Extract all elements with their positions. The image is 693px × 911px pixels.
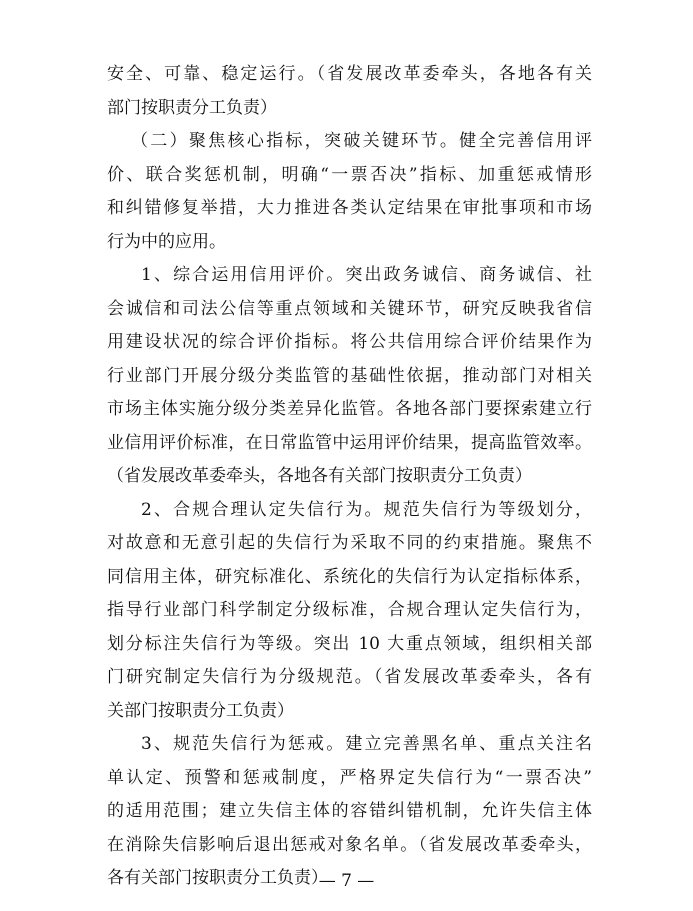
text-line: 会诚信和司法公信等重点领域和关键环节，研究反映我省信 (107, 298, 592, 319)
text-line: 行业部门开展分级分类监管的基础性依据，推动部门对相关 (107, 365, 592, 386)
item-heading-line: 3、规范失信行为惩戒。建立完善黑名单、重点关注名 (141, 734, 592, 754)
text-line: 行为中的应用。 (107, 231, 226, 252)
text-line: 价、联合奖惩机制，明确“一票否决”指标、加重惩戒情形 (107, 164, 592, 185)
text-line: 门研究制定失信行为分级规范。（省发展改革委牵头，各有 (107, 667, 592, 687)
text-line: 用建设状况的综合评价指标。将公共信用综合评价结果作为 (107, 332, 592, 352)
item-heading-line: 1、综合运用信用评价。突出政务诚信、商务诚信、社 (141, 265, 592, 285)
text-line: 指导行业部门科学制定分级标准，合规合理认定失信行为， (107, 600, 592, 620)
text-line: 各有关部门按职责分工负责） (107, 868, 328, 888)
section-heading-line: （二）聚焦核心指标，突破关键环节。健全完善信用评 (131, 131, 592, 151)
text-line: 的适用范围；建立失信主体的容错纠错机制，允许失信主体 (107, 801, 592, 821)
text-line: 同信用主体，研究标准化、系统化的失信行为认定指标体系， (107, 566, 592, 587)
page-number: — 7 — (318, 871, 375, 891)
item-heading-line: 2、合规合理认定失信行为。规范失信行为等级划分， (141, 499, 592, 520)
text-line: 关部门按职责分工负责） (107, 700, 294, 721)
text-line: 和纠错修复举措，大力推进各类认定结果在审批事项和市场 (107, 198, 592, 218)
text-line: 划分标注失信行为等级。突出 10 大重点领域，组织相关部 (107, 633, 592, 654)
body-text (107, 58, 592, 896)
text-line: 部门按职责分工负责） (107, 97, 277, 118)
text-line: 对故意和无意引起的失信行为采取不同的约束措施。聚焦不 (107, 533, 592, 553)
text-line: （省发展改革委牵头，各地各有关部门按职责分工负责） (107, 466, 532, 486)
text-line: 安全、可靠、稳定运行。（省发展改革委牵头，各地各有关 (107, 64, 592, 84)
text-line: 市场主体实施分级分类差异化监管。各地各部门要探索建立行 (107, 399, 592, 419)
text-line: 在消除失信影响后退出惩戒对象名单。（省发展改革委牵头， (107, 834, 592, 855)
text-line: 单认定、预警和惩戒制度，严格界定失信行为“一票否决” (107, 767, 592, 788)
text-line: 业信用评价标准，在日常监管中运用评价结果，提高监管效率。 (107, 432, 592, 453)
